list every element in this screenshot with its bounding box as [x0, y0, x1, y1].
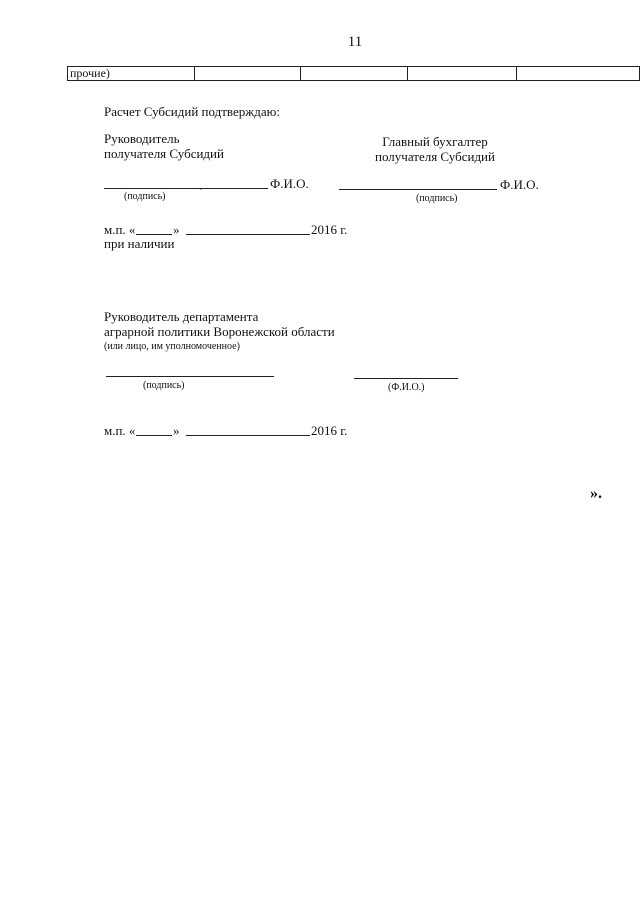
stamp1-year: 2016 г.: [311, 222, 348, 237]
table-cell: [517, 67, 640, 81]
right-role-line1: Главный бухгалтер: [382, 134, 488, 149]
stamp1-prefix: м.п. «: [104, 222, 136, 237]
stamp2-month-line: [186, 435, 310, 436]
table-cell: [300, 67, 407, 81]
left-role-line1: Руководитель: [104, 131, 180, 146]
confirm-title: Расчет Субсидий подтверждаю:: [104, 104, 280, 119]
right-signer-role: [374, 134, 496, 164]
department-line2: аграрной политики Воронежской области: [104, 324, 335, 339]
stamp1-close: »: [173, 222, 180, 237]
left-signature-caption: (подпись): [124, 191, 166, 202]
department-line3: (или лицо, им уполномоченное): [104, 341, 240, 352]
stamp2-close: »: [173, 423, 180, 438]
stray-mark: `: [199, 188, 203, 199]
right-fio-label: Ф.И.О.: [500, 177, 539, 192]
table-cell: [194, 67, 300, 81]
page-number: 11: [347, 34, 363, 50]
right-role-line2: получателя Субсидий: [375, 149, 495, 164]
department-fio-caption: (Ф.И.О.): [388, 382, 425, 393]
department-head-block: [104, 309, 335, 354]
table-cell: прочие): [68, 67, 195, 81]
closing-quote: ».: [590, 485, 602, 502]
department-line1: Руководитель департамента: [104, 309, 259, 324]
right-signature-line: [339, 189, 497, 190]
stamp2-year: 2016 г.: [311, 423, 348, 438]
department-signature-caption: (подпись): [143, 380, 185, 391]
table-cell: [407, 67, 516, 81]
department-fio-line: [354, 378, 458, 379]
stamp1-month-line: [186, 234, 310, 235]
subsidy-table: [67, 66, 640, 81]
left-fio-label: Ф.И.О.: [270, 176, 309, 191]
stamp1-note: при наличии: [104, 236, 175, 251]
right-signature-caption: (подпись): [416, 193, 458, 204]
left-signer-role: [104, 131, 224, 161]
stamp2-prefix: м.п. «: [104, 423, 136, 438]
stamp2-day-line: [136, 435, 172, 436]
stamp1-day-line: [136, 234, 172, 235]
table-row: [68, 67, 640, 81]
left-signature-line: [104, 188, 268, 189]
left-role-line2: получателя Субсидий: [104, 146, 224, 161]
department-signature-line: [106, 376, 274, 377]
